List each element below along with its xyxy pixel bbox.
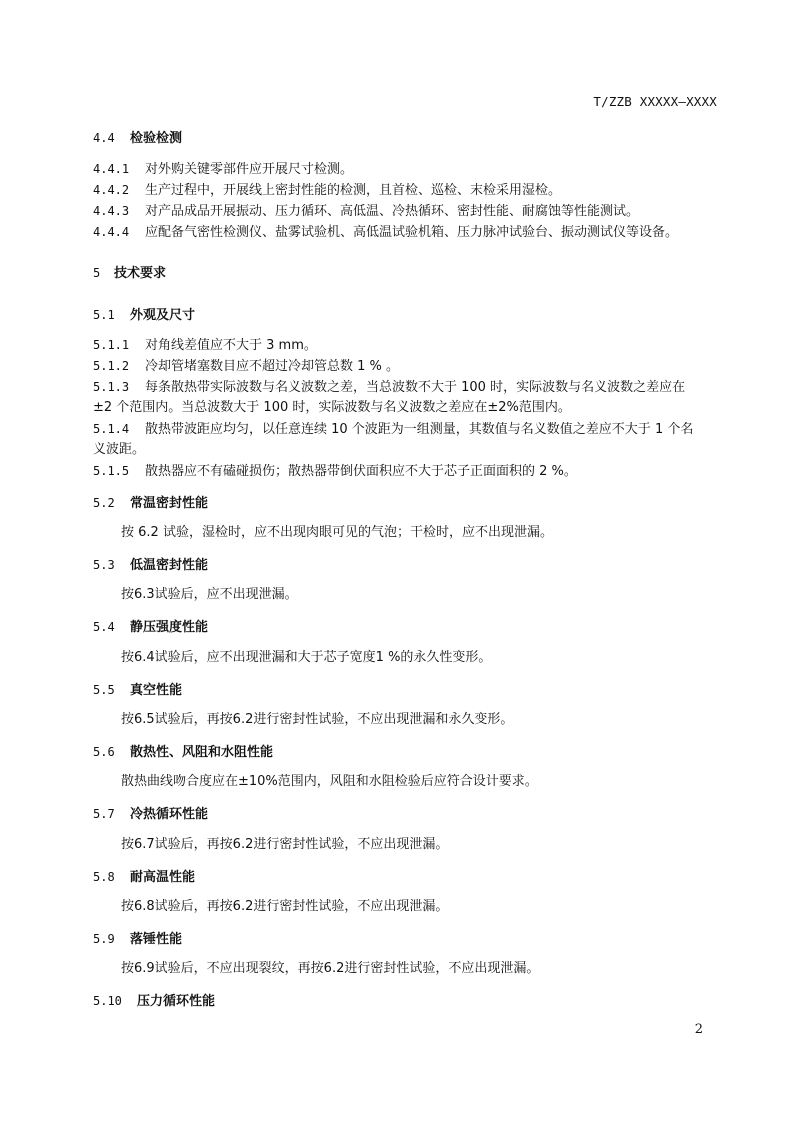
- section-5-5-body: 按6.5试验后，再按6.2进行密封性试验，不应出现泄漏和永久变形。: [121, 712, 514, 727]
- section-5-4-body: 按6.4试验后，应不出现泄漏和大于芯子宽度1 %的永久性变形。: [121, 650, 492, 665]
- section-5-7-heading: [93, 805, 208, 824]
- clause-5-1-1: [93, 336, 317, 355]
- section-5-10-heading: [93, 992, 215, 1011]
- section-5-9-body: 按6.9试验后，不应出现裂纹，再按6.2进行密封性试验，不应出现泄漏。: [121, 961, 540, 976]
- section-5-heading: [93, 264, 166, 283]
- clause-text: 对角线差值应不大于 3 mm。: [145, 338, 317, 353]
- clause-text: 散热带波距应均匀，以任意连续 10 个波距为一组测量，其数值与名义数值之差应不大于 1 个名: [145, 422, 694, 437]
- clause-text: 对外购关键零部件应开展尺寸检测。: [145, 162, 354, 177]
- section-title: 真空性能: [130, 683, 183, 698]
- section-5-3-body: 按6.3试验后，应不出现泄漏。: [121, 587, 298, 602]
- document-code: T/ZZB XXXXX—XXXX: [593, 94, 717, 109]
- section-5-8-heading: [93, 868, 195, 887]
- clause-text: 对产品成品开展振动、压力循环、高低温、冷热循环、密封性能、耐腐蚀等性能测试。: [145, 204, 640, 219]
- section-title: 静压强度性能: [130, 620, 209, 635]
- clause-number: 4.4.1: [93, 162, 130, 176]
- clause-5-1-4-continued: 义波距。: [93, 442, 146, 457]
- section-number: 5: [93, 266, 101, 280]
- section-5-7-body: 按6.7试验后，再按6.2进行密封性试验，不应出现泄漏。: [121, 837, 449, 852]
- section-number: 5.8: [93, 870, 115, 884]
- section-title: 冷热循环性能: [130, 807, 209, 822]
- section-number: 5.5: [93, 683, 115, 697]
- clause-text: 生产过程中，开展线上密封性能的检测，且首检、巡检、末检采用湿检。: [145, 183, 562, 198]
- clause-5-1-3-continued: ±2 个范围内。当总波数大于 100 时，实际波数与名义波数之差应在±2%范围内。: [93, 400, 571, 415]
- section-number: 4.4: [93, 131, 115, 145]
- section-title: 耐高温性能: [130, 870, 196, 885]
- clause-5-1-5: [93, 462, 577, 481]
- section-title: 落锤性能: [130, 932, 183, 947]
- section-5-6-body: 散热曲线吻合度应在±10%范围内，风阻和水阻检验后应符合设计要求。: [121, 774, 538, 789]
- section-number: 5.1: [93, 308, 115, 322]
- clause-4-4-2: [93, 181, 561, 200]
- clause-5-1-2: [93, 357, 399, 376]
- clause-number: 4.4.4: [93, 225, 130, 239]
- section-number: 5.2: [93, 496, 115, 510]
- clause-4-4-4: [93, 223, 678, 242]
- section-5-3-heading: [93, 556, 208, 575]
- clause-text: 应配备气密性检测仪、盐雾试验机、高低温试验机箱、压力脉冲试验台、振动测试仪等设备。: [145, 225, 679, 240]
- section-number: 5.9: [93, 932, 115, 946]
- section-5-9-heading: [93, 930, 182, 949]
- clause-number: 5.1.1: [93, 338, 130, 352]
- section-4-4-heading: [93, 129, 182, 148]
- clause-4-4-1: [93, 160, 353, 179]
- clause-number: 5.1.4: [93, 422, 130, 436]
- section-number: 5.4: [93, 620, 115, 634]
- section-5-6-heading: [93, 743, 273, 762]
- section-title: 低温密封性能: [130, 558, 209, 573]
- clause-text: 每条散热带实际波数与名义波数之差，当总波数不大于 100 时，实际波数与名义波数之差应在: [145, 380, 686, 395]
- clause-text: 散热器应不有磕碰损伤；散热器带倒伏面积应不大于芯子正面面积的 2 %。: [145, 464, 577, 479]
- clause-4-4-3: [93, 202, 639, 221]
- clause-5-1-3: [93, 378, 685, 397]
- section-title: 外观及尺寸: [130, 308, 196, 323]
- section-title: 检验检测: [130, 131, 183, 146]
- section-5-8-body: 按6.8试验后，再按6.2进行密封性试验，不应出现泄漏。: [121, 899, 449, 914]
- section-title: 压力循环性能: [137, 994, 216, 1009]
- section-title: 散热性、风阻和水阻性能: [130, 745, 274, 760]
- clause-number: 4.4.2: [93, 183, 130, 197]
- clause-text: 冷却管堵塞数目应不超过冷却管总数 1 % 。: [145, 359, 400, 374]
- clause-number: 5.1.2: [93, 359, 130, 373]
- section-5-5-heading: [93, 681, 182, 700]
- section-number: 5.7: [93, 807, 115, 821]
- page-number: 2: [694, 1022, 703, 1037]
- section-number: 5.10: [93, 994, 122, 1008]
- section-5-2-heading: [93, 494, 208, 513]
- section-5-4-heading: [93, 618, 208, 637]
- section-5-2-body: 按 6.2 试验，湿检时，应不出现肉眼可见的气泡；干检时，应不出现泄漏。: [121, 525, 553, 540]
- section-number: 5.6: [93, 745, 115, 759]
- section-number: 5.3: [93, 558, 115, 572]
- clause-5-1-4: [93, 420, 693, 439]
- clause-number: 5.1.3: [93, 380, 130, 394]
- section-title: 技术要求: [114, 266, 167, 281]
- section-title: 常温密封性能: [130, 496, 209, 511]
- clause-number: 4.4.3: [93, 204, 130, 218]
- clause-number: 5.1.5: [93, 464, 130, 478]
- section-5-1-heading: [93, 306, 195, 325]
